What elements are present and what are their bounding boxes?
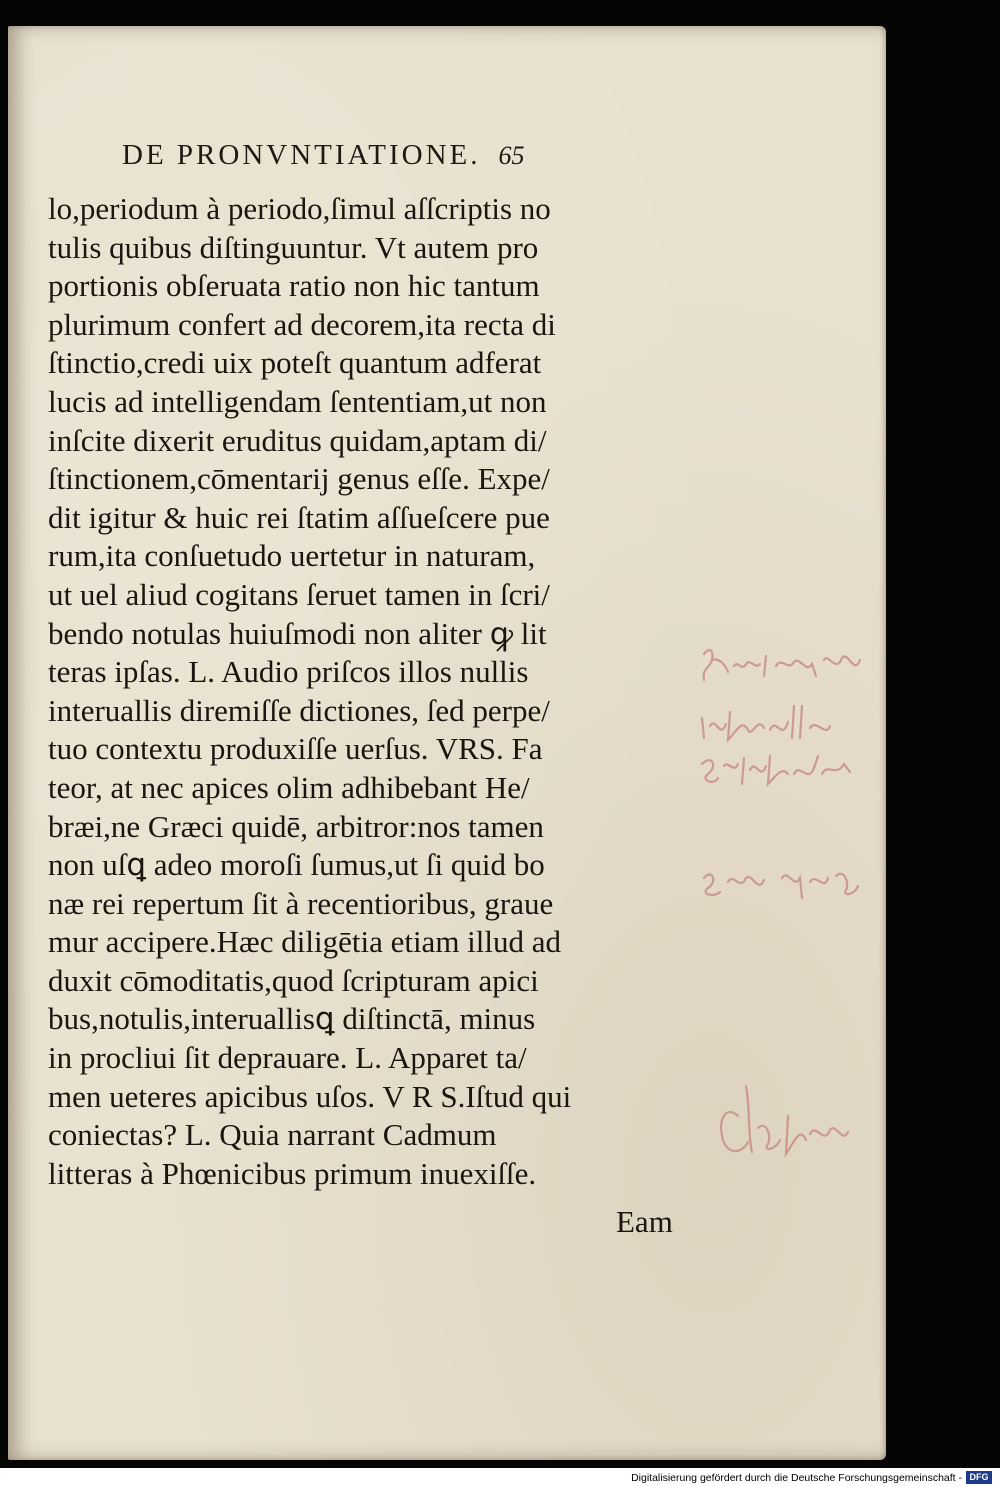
- digitization-credit: Digitalisierung gefördert durch die Deutsche Forschungsgemeinschaft -: [631, 1471, 962, 1484]
- text-line: ſtinctio,credi uix poteſt quantum adferat: [48, 345, 542, 381]
- catchword: Eam: [616, 1204, 673, 1239]
- text-line: teor, at nec apices olim adhibebant He/: [48, 769, 530, 805]
- text-line: mur accipere.Hæc diligētia etiam illud ad: [48, 924, 562, 960]
- text-line: non uſꝗ adeo moroſi ſumus,ut ſi quid bo: [48, 847, 545, 883]
- text-line: teras ipſas. L. Audio priſcos illos nullis: [48, 654, 529, 690]
- text-line: ut uel aliud cogitans ſeruet tamen in ſcri/: [48, 576, 550, 612]
- text-line: bendo notulas huiuſmodi non aliter ꝙ lit: [48, 615, 547, 651]
- text-line: inſcite dixerit eruditus quidam,aptam di/: [48, 422, 547, 458]
- text-line: plurimum confert ad decorem,ita recta di: [48, 306, 556, 342]
- text-line: portionis obſeruata ratio non hic tantum: [48, 268, 540, 304]
- text-line: coniectas? L. Quia narrant Cadmum: [48, 1117, 497, 1153]
- text-line: duxit cōmoditatis,quod ſcripturam apici: [48, 962, 539, 998]
- book-page: [8, 26, 886, 1460]
- footer-bar: [0, 1468, 1000, 1487]
- text-line: ſtinctionem,cōmentarij genus eſſe. Expe/: [48, 461, 550, 497]
- page-header: [122, 139, 722, 179]
- page-number: 65: [498, 141, 525, 170]
- text-line: bus,notulis,interuallisꝗ diſtinctā, minus: [48, 1001, 536, 1037]
- handwritten-marginalia: [698, 646, 878, 1186]
- running-head: DE PRONVNTIATIONE.: [122, 139, 481, 171]
- text-line: in procliui ſit deprauare. L. Apparet ta/: [48, 1040, 527, 1076]
- text-line: litteras à Phœnicibus primum inuexiſſe.: [48, 1155, 537, 1191]
- text-line: rum,ita conſuetudo uertetur in naturam,: [48, 538, 536, 574]
- main-text-block: [48, 190, 698, 1193]
- text-line: tulis quibus diſtinguuntur. Vt autem pro: [48, 229, 539, 265]
- text-line: tuo contextu produxiſſe uerſus. VRS. Fa: [48, 731, 543, 767]
- text-line: dit igitur & huic rei ſtatim aſſueſcere pue: [48, 499, 550, 535]
- text-line: lucis ad intelligendam ſententiam,ut non: [48, 383, 547, 419]
- text-line: bræi,ne Græci quidē, arbitror:nos tamen: [48, 808, 544, 844]
- marginalia-scribbles: [698, 646, 878, 1186]
- text-line: men ueteres apicibus uſos. V R S.Iſtud qui: [48, 1078, 572, 1114]
- text-line: lo,periodum à periodo,ſimul aſſcriptis no: [48, 191, 551, 226]
- text-line: interuallis diremiſſe dictiones, ſed perpe/: [48, 692, 550, 728]
- dfg-logo-icon: DFG: [966, 1471, 992, 1484]
- text-line: næ rei repertum ſit à recentioribus, graue: [48, 885, 554, 921]
